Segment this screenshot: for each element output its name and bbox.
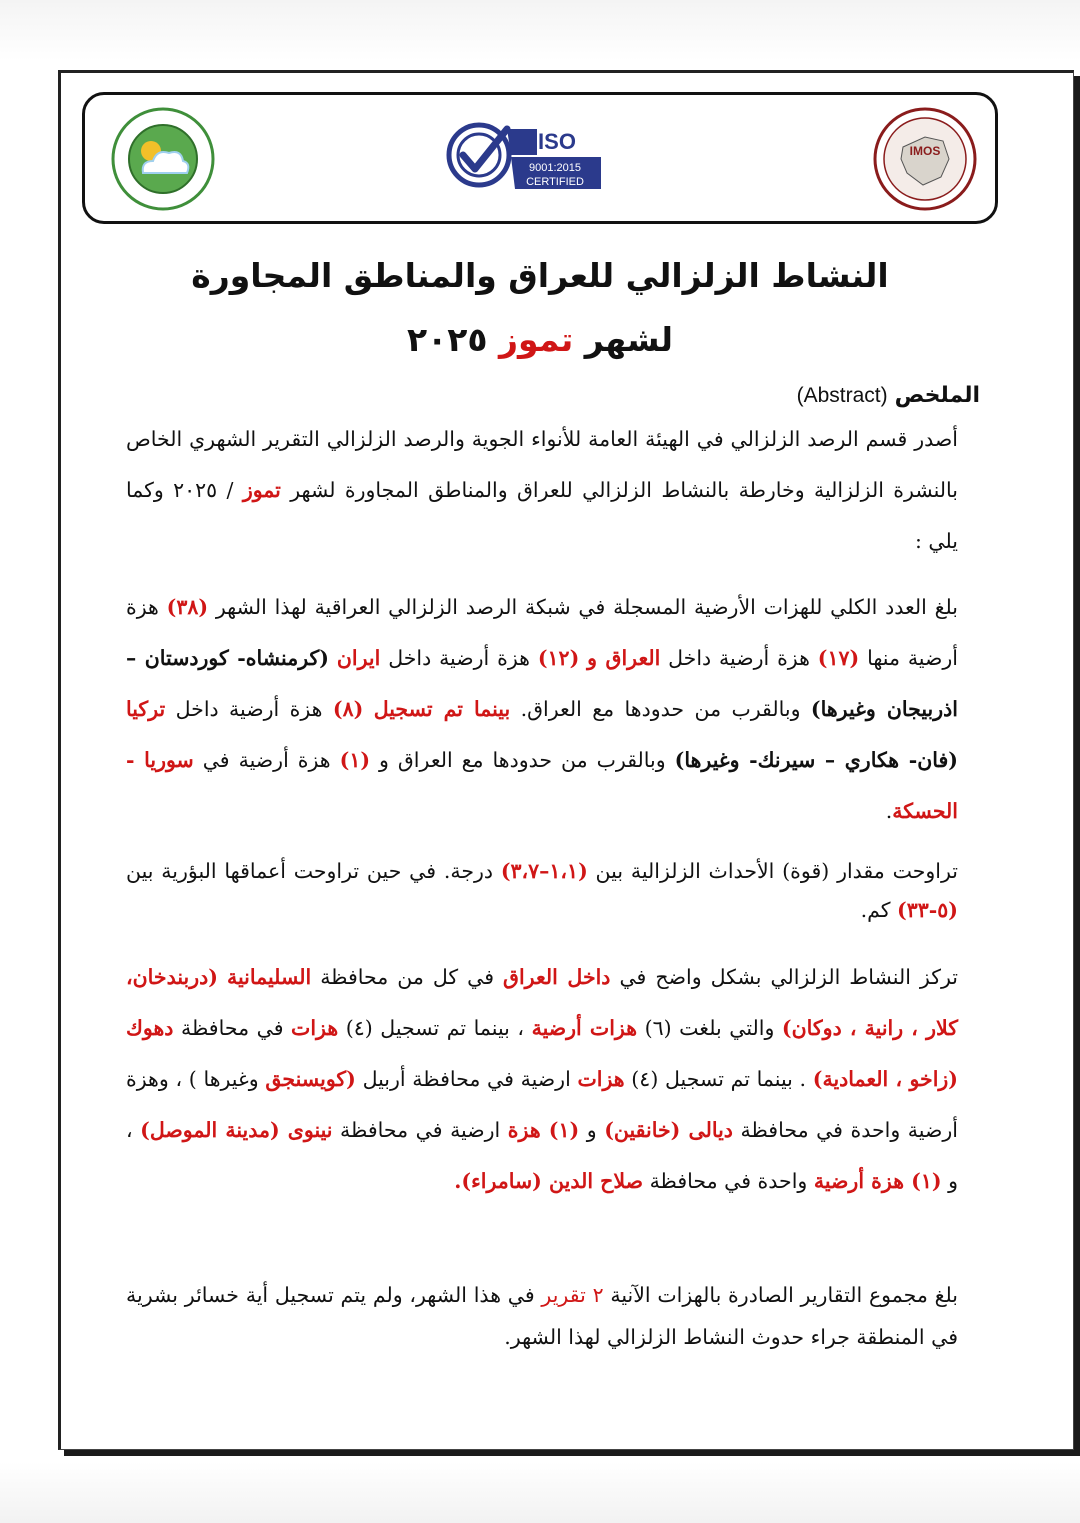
report-title: النشاط الزلزالي للعراق والمناطق المجاورة — [191, 256, 889, 295]
p4-text-9: . بينما تم تسجيل — [658, 1067, 813, 1091]
p2-text-3: هزة أرضية داخل — [660, 646, 818, 670]
p4-ninawa: نينوى (مدينة الموصل) — [140, 1118, 333, 1142]
p4-erbil: (كويسنجق — [265, 1067, 356, 1091]
abstract-english: (Abstract) — [796, 384, 888, 407]
paragraph-intro — [126, 414, 958, 567]
p4-erbil-count: (٤) — [631, 1067, 659, 1091]
iso-text: ISO — [538, 129, 576, 154]
abstract-label: الملخص — [894, 383, 980, 408]
imos-seal-logo — [873, 107, 977, 211]
p3-text-3: كم. — [860, 898, 898, 922]
paragraph-counts — [126, 582, 958, 837]
p4-text-1: تركز النشاط الزلزالي بشكل واضح في — [610, 965, 958, 989]
p4-text-7 — [338, 1016, 346, 1040]
p2-text-4 — [579, 646, 587, 670]
p2-text-2: هزة أرضية منها — [126, 595, 958, 670]
abstract-heading — [797, 383, 980, 408]
p1-month: تموز — [242, 478, 281, 502]
p2-turkey-regions: (فان- هكاري – سيرنك- وغيرها) — [674, 748, 958, 772]
p4-text-15: ، و — [126, 1118, 958, 1193]
p4-text-14: ارضية في محافظة — [332, 1118, 508, 1142]
paragraph-magnitude — [126, 852, 958, 930]
p5-text-1: بلغ مجموع التقارير الصادرة بالهزات الآنية — [603, 1283, 958, 1307]
report-subtitle — [150, 320, 930, 359]
iso-standard-text: 9001:2015 — [529, 162, 581, 174]
p5-reports-count: ٢ تقرير — [541, 1283, 604, 1307]
p4-text-12: وغيرها ) ، وهزة أرضية واحدة في محافظة — [126, 1067, 958, 1142]
p2-text-5: هزة أرضية داخل — [380, 646, 538, 670]
p5-text-2: في هذا الشهر، ولم يتم تسجيل أية خسائر بشرية في المنطقة جراء حدوث النشاط الزلزالي لهذا الشهر. — [126, 1283, 958, 1349]
meteorological-organization-logo — [111, 107, 215, 211]
p4-inside-iraq: داخل العراق — [503, 965, 611, 989]
paragraph-reports — [126, 1274, 958, 1358]
p2-text-13: . — [885, 799, 893, 823]
p2-text-7: وبالقرب من حدودها مع العراق. — [510, 697, 811, 721]
p2-text-6 — [329, 646, 337, 670]
p4-salah-count: (١) هزة أرضية — [813, 1169, 942, 1193]
p4-quakes-2: هزات — [291, 1016, 339, 1040]
iso-certified-text: CERTIFIED — [526, 176, 584, 188]
p3-depth-range: (٥-٣٣) — [897, 898, 958, 922]
p1-text-2: / ٢٠٢٥ وكما يلي : — [126, 478, 958, 553]
p4-diyala: ديالى (خانقين) — [604, 1118, 733, 1142]
p4-text-4: والتي بلغت — [671, 1016, 782, 1040]
p2-text-1: بلغ العدد الكلي للهزات الأرضية المسجلة في شبكة الرصد الزلزالي العراقية لهذا الشهر — [208, 595, 958, 619]
p2-iran-regions: (كرمنشاه- كوردستان – اذربيجان وغيرها) — [126, 646, 958, 721]
p4-text-11: ارضية في محافظة أربيل — [355, 1067, 578, 1091]
p2-text-9: هزة أرضية داخل — [165, 697, 333, 721]
p4-text-5 — [637, 1016, 645, 1040]
p2-total-count: (٣٨) — [166, 595, 209, 619]
p3-text-2: درجة. في حين تراوحت أعماقها البؤرية بين — [126, 859, 501, 883]
p4-text-13: و — [579, 1118, 605, 1142]
p2-iraq: العراق و — [587, 646, 661, 670]
p2-text-11: وبالقرب من حدودها مع العراق و — [370, 748, 675, 772]
p4-text-6: ، بينما تم تسجيل — [372, 1016, 532, 1040]
p4-text-3 — [218, 965, 227, 989]
imos-logo-text: IMOS — [909, 144, 941, 158]
p4-quakes-1: هزات أرضية — [531, 1016, 638, 1040]
p3-text-1: تراوحت مقدار (قوة) الأحداث الزلزالية بين — [587, 859, 958, 883]
p2-text-12: هزة أرضية في — [193, 748, 340, 772]
p2-iran-count: (١٢) — [537, 646, 580, 670]
p2-text-8 — [363, 697, 373, 721]
p4-sulaymaniyah: السليمانية — [227, 965, 312, 989]
p2-while: بينما تم تسجيل — [373, 697, 511, 721]
p2-turkey: تركيا — [126, 697, 166, 721]
paragraph-distribution — [126, 952, 958, 1207]
p4-text-16: واحدة في محافظة — [643, 1169, 814, 1193]
p2-iran: ايران — [336, 646, 381, 670]
p2-syria-count: (١) — [339, 748, 371, 772]
p2-iraq-count: (١٧) — [817, 646, 860, 670]
p4-text-2: في كل من محافظة — [311, 965, 504, 989]
subtitle-prefix: لشهر — [584, 320, 674, 359]
p4-text-8: في محافظة — [173, 1016, 292, 1040]
p4-sulaymaniyah-regions: (دربندخان، كلار ، رانية ، دوكان) — [126, 965, 958, 1040]
p2-syria: سوريا - الحسكة — [126, 748, 958, 823]
letterhead — [82, 92, 998, 224]
p3-magnitude-range: (١،١–٣،٧) — [500, 859, 588, 883]
p4-duhok: دهوك (زاخو ، العمادية) — [126, 1016, 958, 1091]
p4-salah-aldin: صلاح الدين (سامراء). — [454, 1169, 644, 1193]
p4-sulaymaniyah-count: (٦) — [644, 1016, 672, 1040]
subtitle-year: ٢٠٢٥ — [406, 320, 488, 359]
subtitle-month: تموز — [499, 320, 574, 359]
p1-text-1: أصدر قسم الرصد الزلزالي في الهيئة العامة للأنواء الجوية والرصد الزلزالي التقرير الشهري الخاص بالنشرة الزلزالية وخارطة بالنشاط الزلزالي للعراق والمناطق المجاورة لشهر — [126, 427, 958, 502]
p4-ninawa-count: (١) هزة — [507, 1118, 580, 1142]
p4-duhok-count: (٤) — [345, 1016, 373, 1040]
p4-quakes-3: هزات — [577, 1067, 625, 1091]
iso-certified-logo — [445, 117, 607, 199]
p2-turkey-count: (٨) — [332, 697, 364, 721]
